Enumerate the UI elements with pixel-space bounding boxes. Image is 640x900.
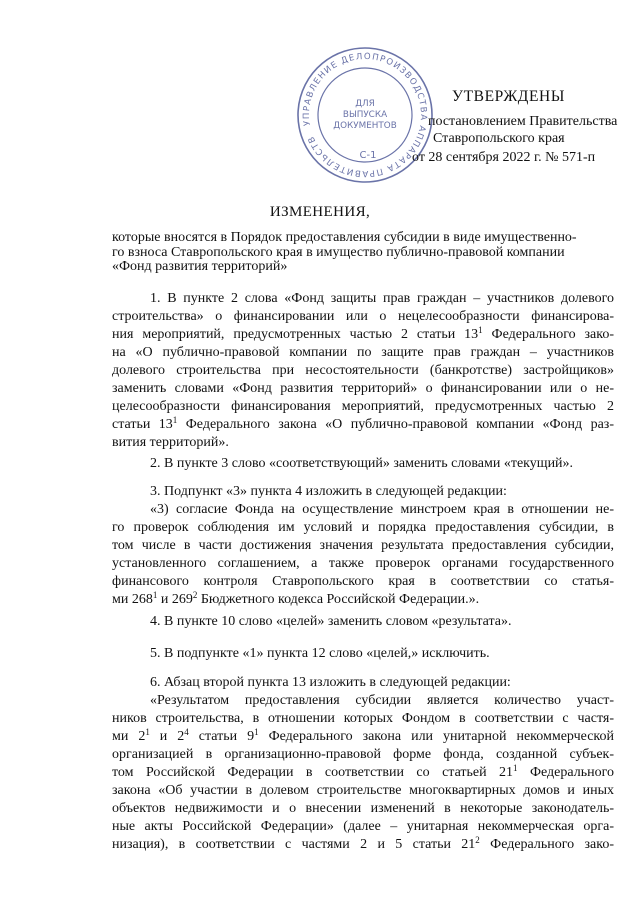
stamp-ring-text: УПРАВЛЕНИЕ ДЕЛОПРОИЗВОДСТВА АППАРАТА ПРАВИТЕЛЬСТВА [301, 51, 429, 179]
stamp-code: С-1 [359, 150, 377, 161]
text-line [112, 674, 614, 692]
text-segment: ников строительства, в отношении которых Фондом в соответствии с частя- [112, 711, 614, 726]
svg-text:ДЛЯ: ДЛЯ [355, 99, 375, 109]
text-segment: статьи 9 [188, 729, 255, 744]
text-line [112, 764, 614, 782]
text-segment: заменить словами «Фонд развития территорий» о финансировании или о не- [112, 381, 614, 396]
text-segment: объектов недвижимости и о внесении изменений в некоторые законодатель- [112, 801, 614, 816]
text-segment: вития территорий». [112, 435, 229, 450]
superscript: 4 [184, 727, 189, 737]
text-segment: ные акты Российской Федерации» (далее – унитарная некоммерческая орга- [112, 819, 614, 834]
superscript: 1 [254, 727, 259, 737]
text-line [112, 555, 614, 573]
text-segment: ми 2 [112, 729, 146, 744]
text-segment: 3. Подпункт «3» пункта 4 изложить в следующей редакции: [150, 484, 507, 499]
text-line [112, 746, 614, 764]
text-segment: долевого строительства при несостоятельности (банкротстве) застройщиков» [112, 363, 614, 378]
paragraph-4 [112, 613, 614, 631]
text-line [112, 573, 614, 591]
text-segment: ми 268 [112, 592, 153, 607]
text-line [112, 455, 614, 473]
text-line [112, 501, 614, 519]
stamp-center-text [333, 99, 397, 131]
subtitle-line: го взноса Ставропольского края в имущество публично-правовой компании [112, 244, 565, 260]
text-segment: «3) согласие Фонда на осуществление минстроем края в отношении не- [150, 502, 614, 517]
text-segment: статьи 13 [112, 417, 173, 432]
text-segment: 1. В пункте 2 слова «Фонд защиты прав граждан – участников долевого [150, 291, 614, 306]
superscript: 1 [172, 415, 178, 425]
text-segment: строительства» о финансировании или о нецелесообразности финансирова- [112, 309, 614, 324]
document-subtitle [112, 231, 612, 275]
paragraph-5 [112, 645, 614, 663]
text-line [112, 483, 614, 501]
text-segment: установленного соглашением, а также проверок органами государственного [112, 556, 614, 571]
text-line [112, 836, 614, 854]
text-segment: закона «Об участии в долевом строительстве многоквартирных домов и иных [112, 783, 614, 798]
paragraph-2 [112, 455, 614, 473]
text-segment: организацией в организационно-правовой форме фонда, созданной субъек- [112, 747, 614, 762]
svg-text:ВЫПУСКА: ВЫПУСКА [342, 110, 388, 120]
approval-title: УТВЕРЖДЕНЫ [452, 88, 565, 105]
text-line [112, 380, 614, 398]
text-segment: Федерального закона «О публично-правовой компании «Фонд раз- [177, 417, 614, 432]
text-line [112, 710, 614, 728]
text-segment: Федерального [517, 765, 614, 780]
text-segment: «Результатом предоставления субсидии является количество участ- [150, 693, 614, 708]
text-segment: 6. Абзац второй пункта 13 изложить в следующей редакции: [150, 675, 511, 690]
text-segment: Федерального зако- [479, 837, 614, 852]
text-line [112, 645, 614, 663]
text-line [112, 290, 614, 308]
text-segment: го проверок соблюдения им условий и порядка предоставления субсидии, в [112, 520, 614, 535]
text-segment: Федерального закона или унитарной некоммерческой [258, 729, 614, 744]
text-segment: финансового контроля Ставропольского края в соответствии со статья- [112, 574, 614, 589]
text-segment: ния мероприятий, предусмотренных частью 2 статьи 13 [112, 327, 479, 342]
text-line [112, 728, 614, 746]
text-segment: и 269 [157, 592, 193, 607]
superscript: 2 [192, 590, 198, 600]
text-segment: Федерального зако- [482, 327, 614, 342]
text-line [112, 362, 614, 380]
text-segment: Бюджетного кодекса Российской Федерации.». [197, 592, 480, 607]
text-line [112, 434, 614, 452]
text-line [112, 519, 614, 537]
text-line [112, 613, 614, 631]
text-segment: 2. В пункте 3 слово «соответствующий» заменить словами «текущий». [150, 456, 574, 471]
text-line [112, 326, 614, 344]
superscript: 1 [513, 763, 518, 773]
text-segment: 4. В пункте 10 слово «целей» заменить словом «результата». [150, 614, 512, 629]
approval-line-1: постановлением Правительства [428, 114, 618, 129]
superscript: 1 [152, 590, 158, 600]
superscript: 1 [478, 325, 483, 335]
text-line [112, 800, 614, 818]
approval-line-3: от 28 сентября 2022 г. № 571-п [412, 150, 596, 165]
text-segment: том Российской Федерации в соответствии со статьей 21 [112, 765, 514, 780]
text-segment: 5. В подпункте «1» пункта 12 слово «целей,» исключить. [150, 646, 490, 661]
subtitle-line: которые вносятся в Порядок предоставления субсидии в виде имущественно- [112, 230, 577, 245]
text-line [112, 692, 614, 710]
superscript: 2 [475, 835, 480, 845]
text-segment: и 2 [149, 729, 185, 744]
text-line [112, 818, 614, 836]
text-segment: том числе в части достижения значения результата предоставления субсидии, [112, 538, 614, 553]
superscript: 1 [145, 727, 150, 737]
text-line [112, 398, 614, 416]
text-line [112, 308, 614, 326]
text-segment: целесообразности финансирования мероприятий, предусмотренных частью 2 [112, 399, 614, 414]
svg-text:ДОКУМЕНТОВ: ДОКУМЕНТОВ [333, 121, 397, 131]
text-line [112, 344, 614, 362]
text-segment: на «О публично-правовой компании по защите прав граждан – участников [112, 345, 614, 360]
text-line [112, 782, 614, 800]
paragraph-3 [112, 483, 614, 609]
document-heading: ИЗМЕНЕНИЯ, [269, 204, 371, 220]
approval-line-2: Ставропольского края [433, 131, 565, 146]
paragraph-6 [112, 674, 614, 854]
text-line [112, 591, 614, 609]
paragraph-1 [112, 290, 614, 452]
text-segment: низация), в соответствии с частями 2 и 5 статьи 21 [112, 837, 476, 852]
text-line [112, 537, 614, 555]
text-line [112, 416, 614, 434]
subtitle-line: «Фонд развития территорий» [112, 259, 288, 274]
